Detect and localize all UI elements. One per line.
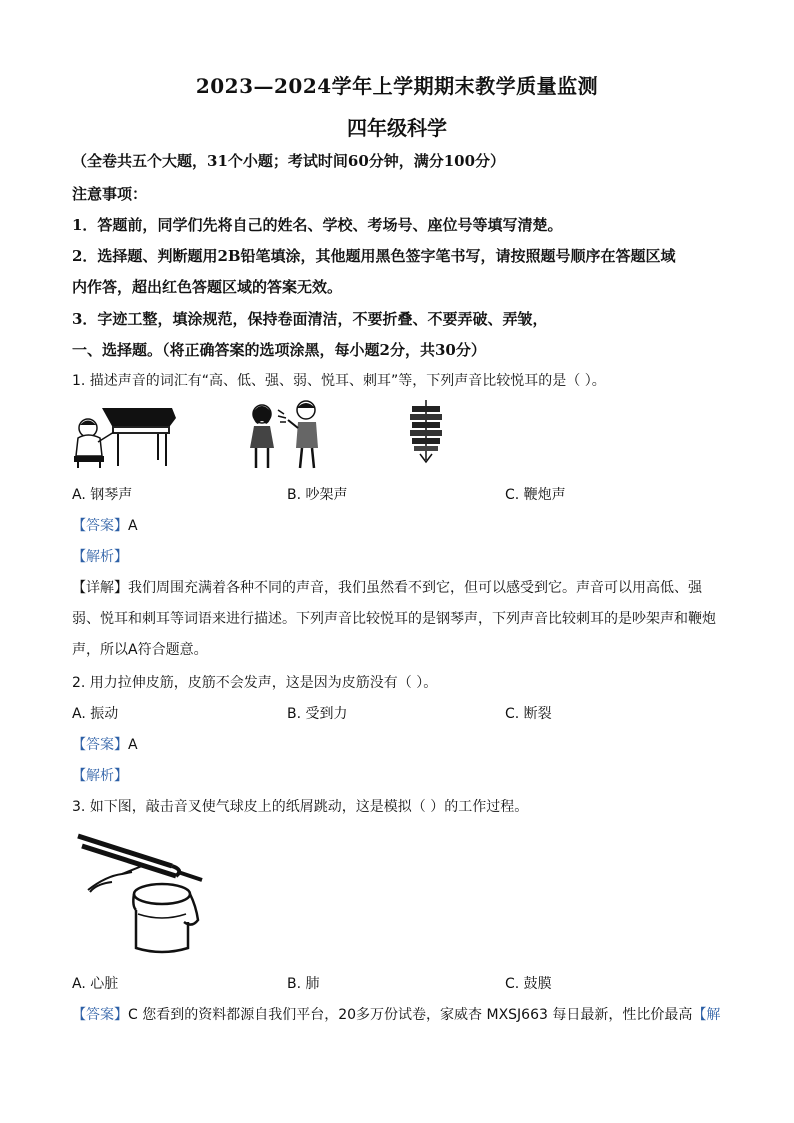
- question-1-detail-line-1: [72, 577, 732, 597]
- answer-value: C 您看到的资料都源自我们平台，20多万份试卷，家威杏 MXSJ663 每日最新，性比价最高: [128, 1007, 693, 1023]
- question-2-analysis: [72, 765, 732, 785]
- question-3-option-b: B. 肺: [287, 976, 320, 992]
- firecracker-illustration: [406, 400, 446, 464]
- detail-text: 我们周围充满着各种不同的声音，我们虽然看不到它，但可以感受到它。声音可以用高低、强: [128, 580, 702, 596]
- question-2-option-b: B. 受到力: [287, 706, 348, 722]
- question-3-option-a: A. 心脏: [72, 976, 119, 992]
- detail-tag: 【详解】: [72, 580, 128, 596]
- analysis-tag: 【解析】: [72, 768, 128, 784]
- analysis-tag-partial: 【解: [692, 1007, 721, 1023]
- answer-value: A: [128, 518, 138, 534]
- question-1-answer: [72, 515, 732, 535]
- question-3-answer: [72, 1004, 732, 1024]
- question-2-option-c: C. 断裂: [505, 706, 552, 722]
- exam-scope: （全卷共五个大题，31个小题；考试时间60分钟，满分100分）: [72, 152, 506, 170]
- exam-subject: 四年级科学: [347, 116, 447, 140]
- question-1-option-a: A. 钢琴声: [72, 487, 133, 503]
- exam-title: 2023—2024学年上学期期末教学质量监测: [195, 74, 599, 98]
- question-1-stem: 1. 描述声音的词汇有“高、低、强、弱、悦耳、刺耳”等，下列声音比较悦耳的是（ ）。: [72, 373, 606, 389]
- answer-tag: 【答案】: [72, 518, 128, 534]
- answer-tag: 【答案】: [72, 1007, 128, 1023]
- question-1-detail-line-2: 弱、悦耳和刺耳等词语来进行描述。下列声音比较悦耳的是钢琴声，下列声音比较刺耳的是吵架声和鞭炮: [72, 611, 716, 627]
- answer-tag: 【答案】: [72, 737, 128, 753]
- question-3-stem: 3. 如下图，敲击音叉使气球皮上的纸屑跳动，这是模拟（ ）的工作过程。: [72, 799, 529, 815]
- notice-item-3: 3．字迹工整，填涂规范，保持卷面清洁，不要折叠、不要弄破、弄皱，: [72, 310, 548, 328]
- notice-heading: 注意事项：: [72, 185, 148, 203]
- question-1-option-c: C. 鞭炮声: [505, 487, 566, 503]
- question-1-detail-line-3: 声，所以A符合题意。: [72, 642, 208, 658]
- tuning-fork-illustration: [72, 826, 212, 956]
- section-heading: 一、选择题。（将正确答案的选项涂黑，每小题2分，共30分）: [72, 341, 486, 359]
- notice-item-2-cont: 内作答，超出红色答题区域的答案无效。: [72, 278, 343, 296]
- notice-item-1: 1．答题前，同学们先将自己的姓名、学校、考场号、座位号等填写清楚。: [72, 216, 563, 234]
- question-1-option-b: B. 吵架声: [287, 487, 348, 503]
- question-1-analysis: [72, 546, 732, 566]
- quarrel-illustration: [244, 398, 328, 470]
- piano-illustration: [72, 398, 182, 470]
- analysis-tag: 【解析】: [72, 549, 128, 565]
- question-2-stem: 2. 用力拉伸皮筋，皮筋不会发声，这是因为皮筋没有（ ）。: [72, 675, 438, 691]
- notice-item-2: 2．选择题、判断题用2B铅笔填涂，其他题用黑色签字笔书写，请按照题号顺序在答题区域: [72, 247, 676, 265]
- answer-value: A: [128, 737, 138, 753]
- question-3-option-c: C. 鼓膜: [505, 976, 552, 992]
- question-2-answer: [72, 734, 732, 754]
- question-2-option-a: A. 振动: [72, 706, 119, 722]
